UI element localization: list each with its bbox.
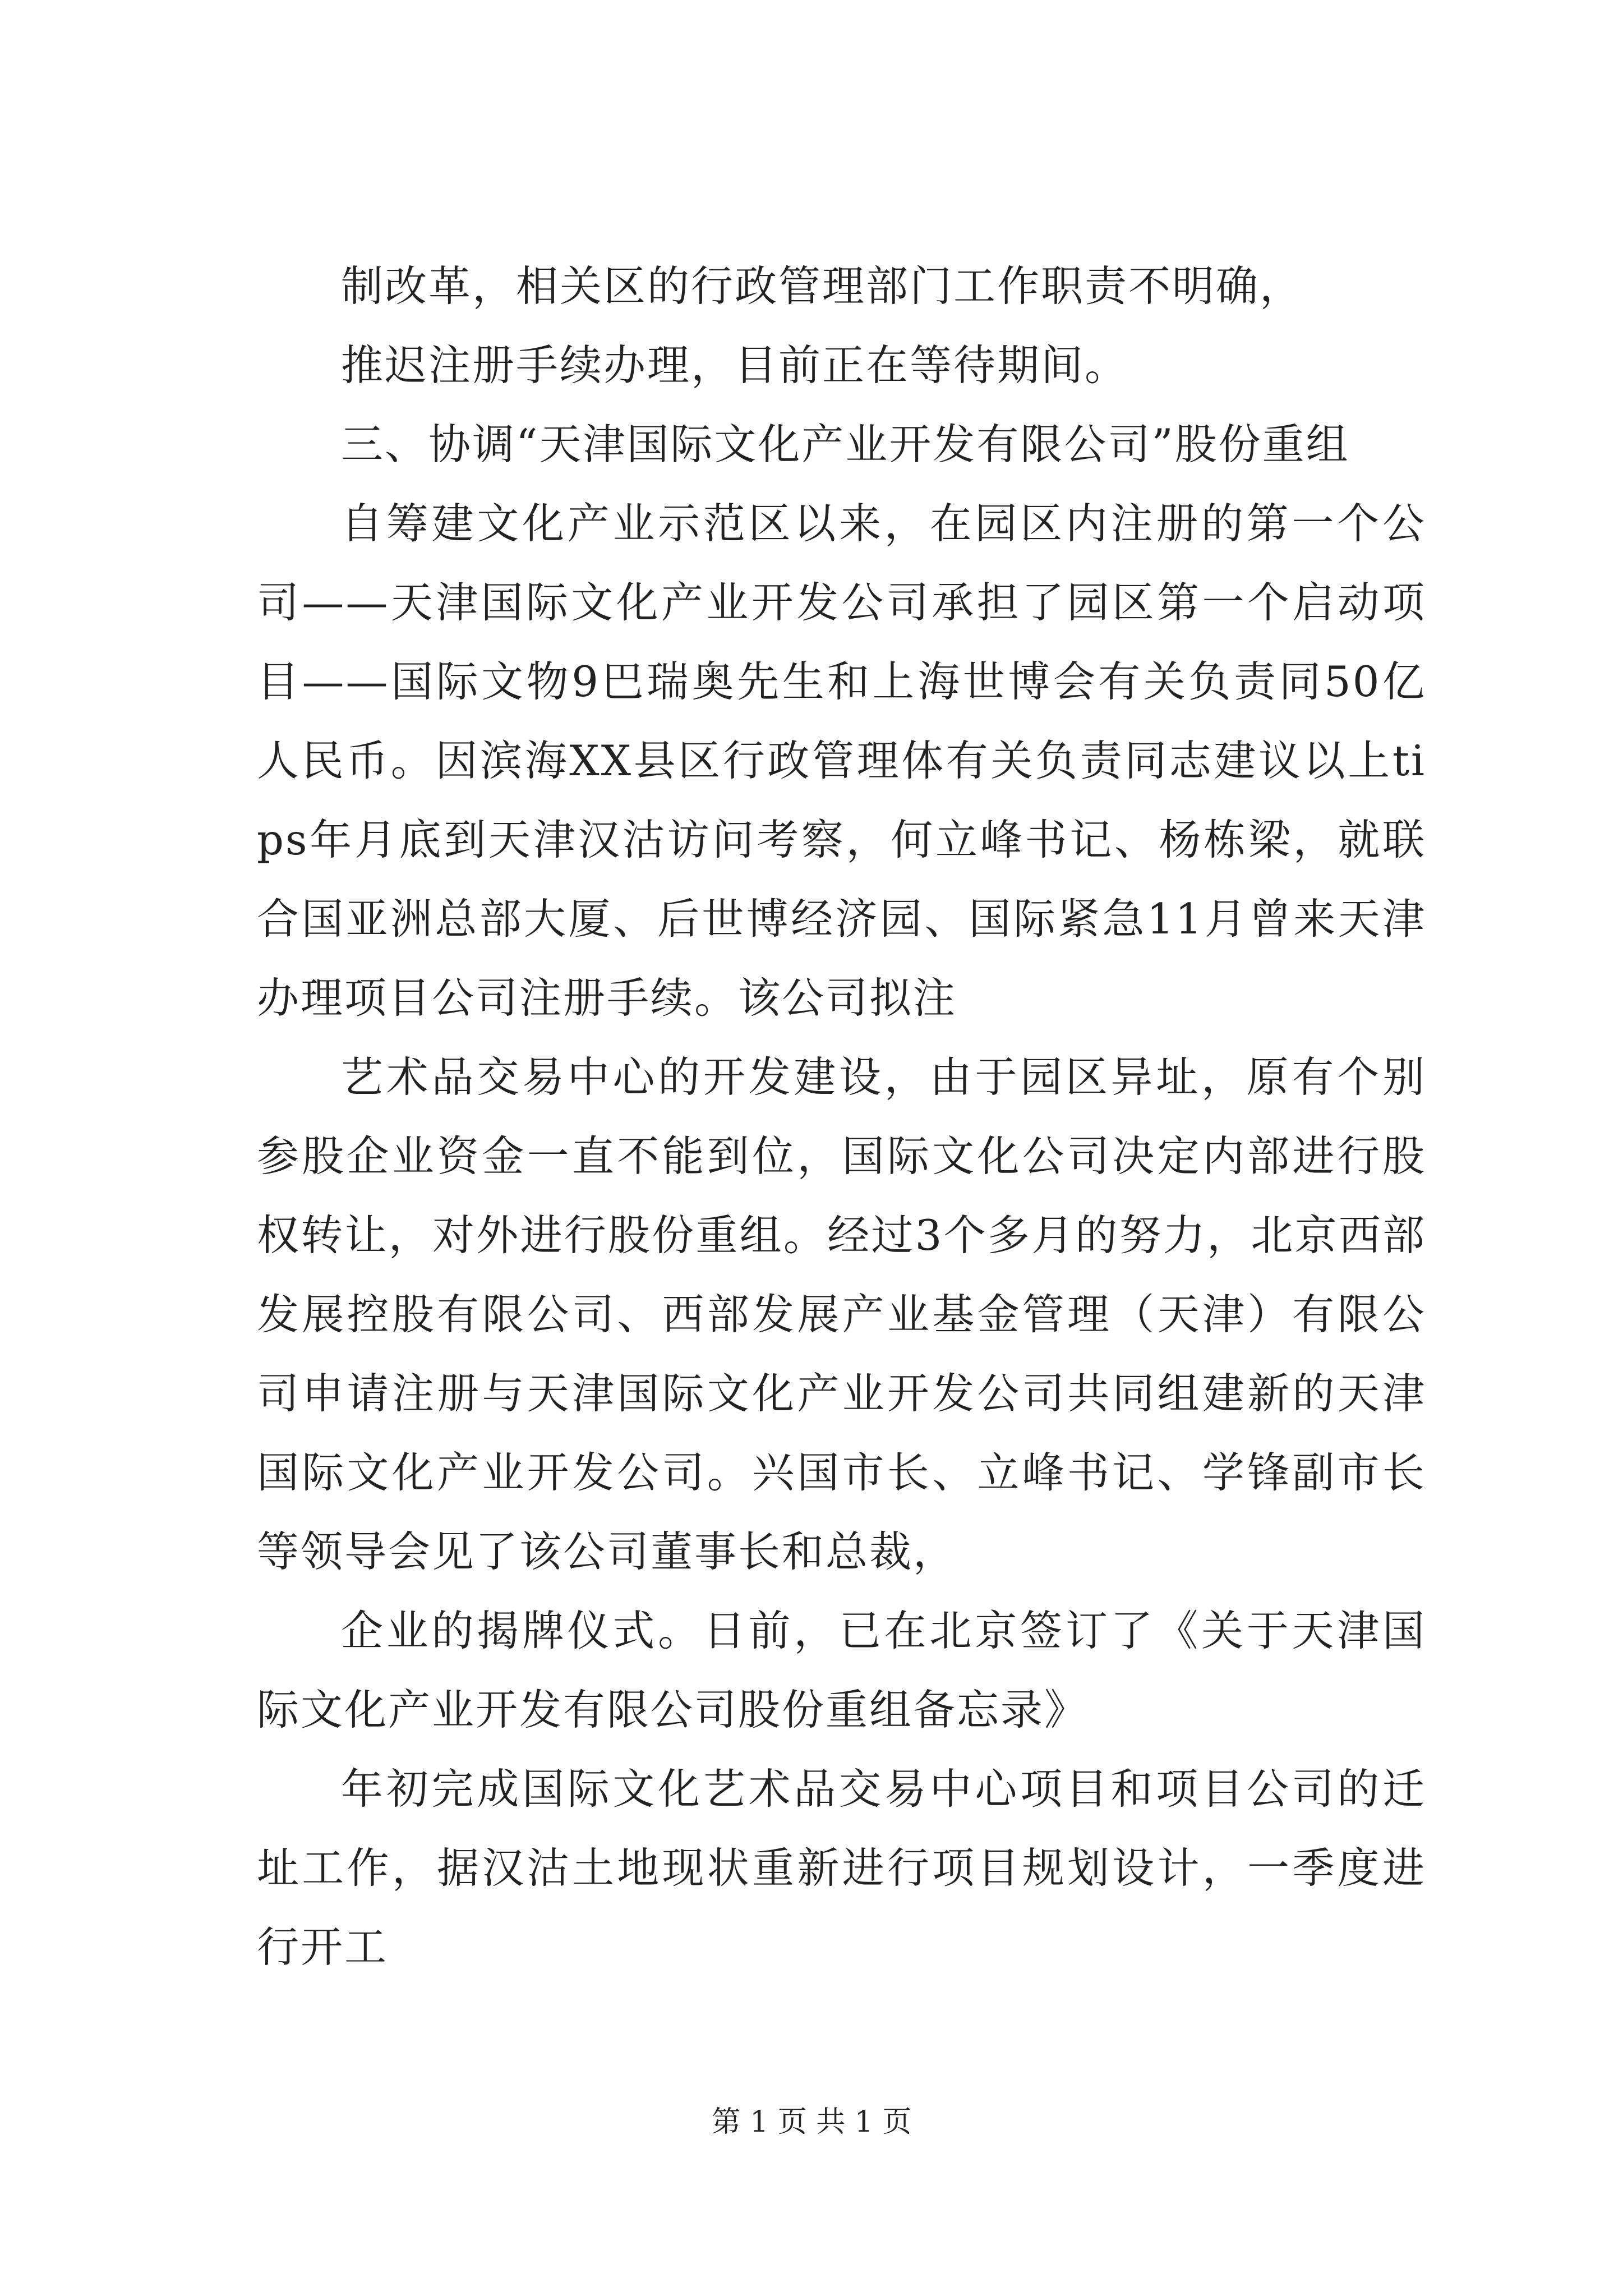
paragraph-4: 艺术品交易中心的开发建设，由于园区异址，原有个别参股企业资金一直不能到位，国际文化公司决定内部进行股权转让，对外进行股份重组。经过3个多月的努力，北京西部发展控股有限公司、西部发展产业基金管理（天津）有限公司申请注册与天津国际文化产业开发公司共同组建新的天津国际文化产业开发公司。兴国市长、立峰书记、学锋副市长等领导会见了该公司董事长和总裁， — [257, 1052, 1426, 1576]
paragraph-6: 年初完成国际文化艺术品交易中心项目和项目公司的迁址工作，据汉沽土地现状重新进行项目规划设计，一季度进行开工 — [257, 1764, 1426, 1972]
paragraph-1: 制改革，相关区的行政管理部门工作职责不明确， — [341, 261, 1304, 311]
paragraph-3: 自筹建文化产业示范区以来，在园区内注册的第一个公司——天津国际文化产业开发公司承担了园区第一个启动项目——国际文物9巴瑞奥先生和上海世博会有关负责同50亿人民币。因滨海XX县区行政管理体有关负责同志建议以上tips年月底到天津汉沽访问考察，何立峰书记、杨栋梁，就联合国亚洲总部大厦、后世博经济园、国际紧急11月曾来天津办理项目公司注册手续。该公司拟注 — [257, 499, 1426, 1023]
section-heading: 三、协调“天津国际文化产业开发有限公司”股份重组 — [341, 420, 1350, 469]
paragraph-2: 推迟注册手续办理，目前正在等待期间。 — [341, 341, 1129, 390]
document-body — [257, 247, 1426, 1987]
paragraph-5: 企业的揭牌仪式。日前，已在北京签订了《关于天津国际文化产业开发有限公司股份重组备忘录》 — [257, 1606, 1426, 1734]
page-footer: 第 1 页 共 1 页 — [711, 2105, 912, 2139]
